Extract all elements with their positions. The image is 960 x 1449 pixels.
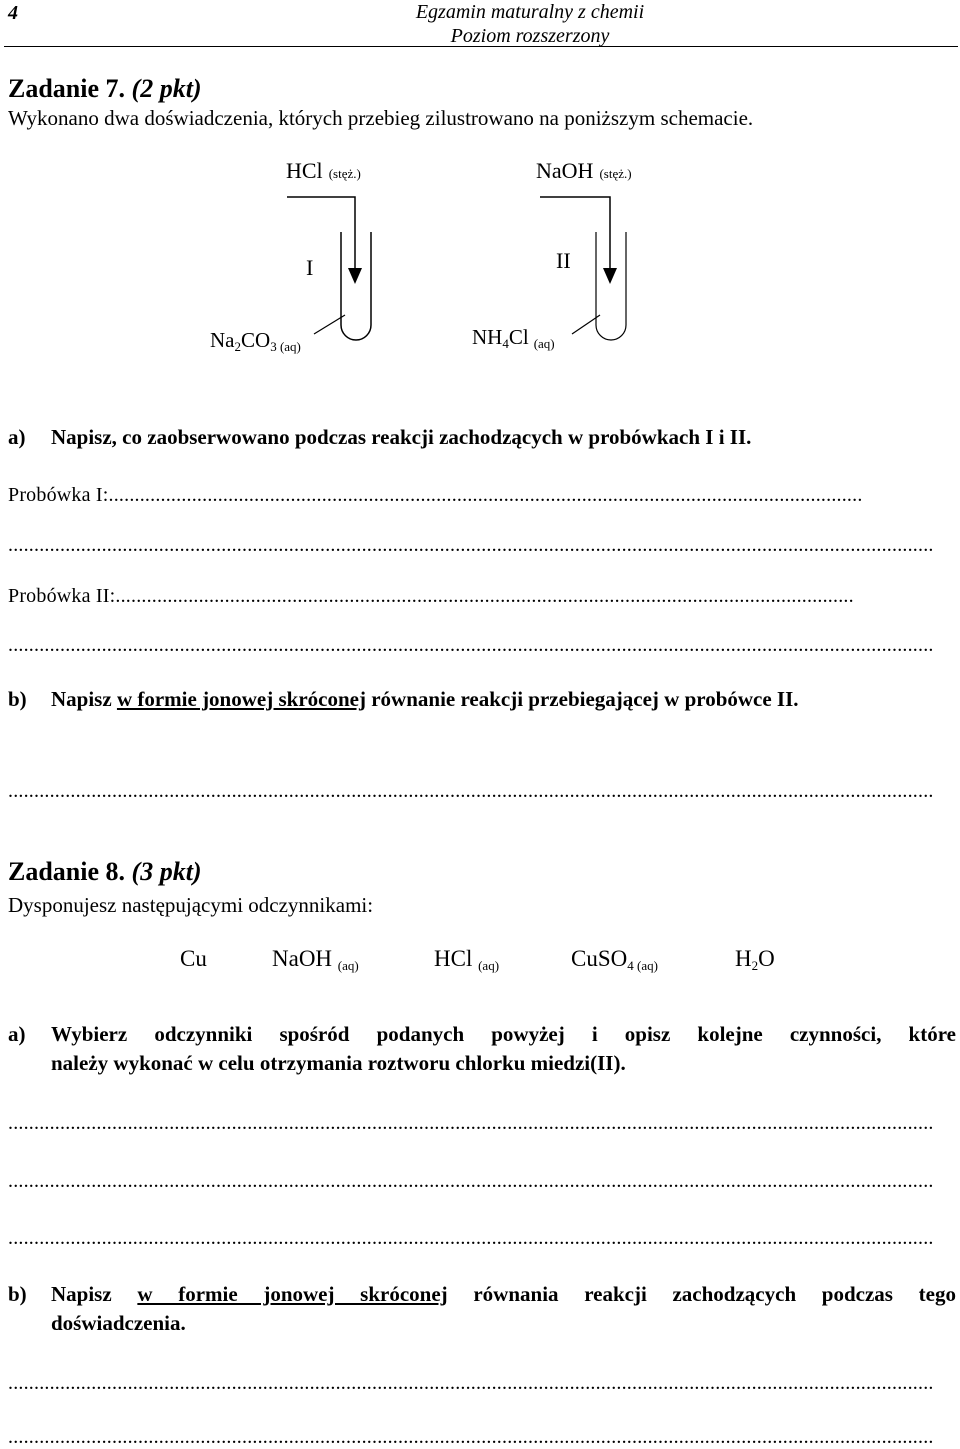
task7-points: (2 pkt)	[131, 74, 202, 103]
answer-line-tube1-cont[interactable]: ..................................................................................................................................................................................	[8, 534, 934, 556]
tube1-content: Na2CO3 (aq)	[210, 328, 301, 354]
task7-question-b: b) Napisz w formie jonowej skróconej równanie reakcji przebiegającej w probówce II.	[8, 687, 799, 711]
answer-line-8b-2[interactable]: ..................................................................................................................................................................................	[8, 1426, 934, 1448]
tube2-content: NH4Cl (aq)	[472, 325, 555, 351]
tube1-label: I	[306, 255, 314, 280]
tube2-body	[596, 232, 626, 340]
exam-header	[300, 0, 760, 48]
tube1-body	[341, 232, 371, 340]
tube2-label: II	[556, 248, 571, 273]
tube1-arrow-icon	[348, 268, 362, 284]
underlined-phrase: w formie jonowej skróconej	[116, 687, 366, 711]
task8-points: (3 pkt)	[131, 857, 202, 886]
reagent-hcl: HCl $_{(aq)}$	[434, 946, 500, 973]
tube1-feed-line	[287, 197, 355, 278]
tube1-reagent: HCl (stęż.)	[286, 158, 361, 183]
tube2-arrow-icon	[603, 268, 617, 284]
answer-line-tube2[interactable]: Probówka II:..............................................................................................................................................	[8, 585, 854, 607]
answer-line-tube2-cont[interactable]: ..................................................................................................................................................................................	[8, 634, 934, 656]
reagent-h2o: $H_2O$	[735, 946, 775, 973]
page-number: 4	[8, 2, 18, 24]
header-divider	[4, 46, 958, 47]
answer-line-8a-1[interactable]: ..................................................................................................................................................................................	[8, 1112, 934, 1134]
experiment-diagram	[0, 150, 960, 370]
exam-level: Poziom rozszerzony	[450, 25, 610, 47]
answer-line-8b-1[interactable]: ..................................................................................................................................................................................	[8, 1372, 934, 1394]
answer-line-8a-2[interactable]: ..................................................................................................................................................................................	[8, 1170, 934, 1192]
reagent-naoh: NaOH $_{(aq)}$	[272, 946, 359, 973]
tube2-feed-line	[540, 197, 610, 278]
answer-line-7b[interactable]: ..................................................................................................................................................................................	[8, 780, 934, 802]
answer-line-8a-3[interactable]: ..................................................................................................................................................................................	[8, 1227, 934, 1249]
task7-title: Zadanie 7. (2 pkt)	[8, 74, 202, 103]
underlined-phrase: w formie jonowej skróconej	[137, 1282, 448, 1306]
task8-question-a: a) Wybierz odczynniki spośród podanych powyżej i opisz kolejne czynności, które należy wykonać w celu otrzymania roztworu chlorku miedzi(II).	[8, 1022, 956, 1075]
task7-intro: Wykonano dwa doświadczenia, których przebieg zilustrowano na poniższym schemacie.	[8, 106, 754, 130]
reagent-cuso4: CuSO$_{4 (aq)}$	[571, 946, 658, 973]
tube2-answer-label: Probówka II:	[8, 585, 116, 607]
exam-title: Egzamin maturalny z chemii	[415, 1, 645, 23]
answer-line-tube1[interactable]: Probówka I:.................................................................................................................................................	[8, 484, 863, 506]
task8-intro: Dysponujesz następującymi odczynnikami:	[8, 893, 374, 917]
tube1-answer-label: Probówka I:	[8, 484, 109, 506]
tube2-reagent: NaOH (stęż.)	[536, 158, 632, 183]
task8-question-b: b) Napisz w formie jonowej skróconej równania reakcji zachodzących podczas tego doświadczenia.	[8, 1282, 956, 1335]
task8-title: Zadanie 8. (3 pkt)	[8, 857, 202, 886]
task7-question-a: a) Napisz, co zaobserwowano podczas reakcji zachodzących w probówkach I i II.	[8, 425, 752, 449]
reagent-cu: Cu	[180, 946, 207, 971]
